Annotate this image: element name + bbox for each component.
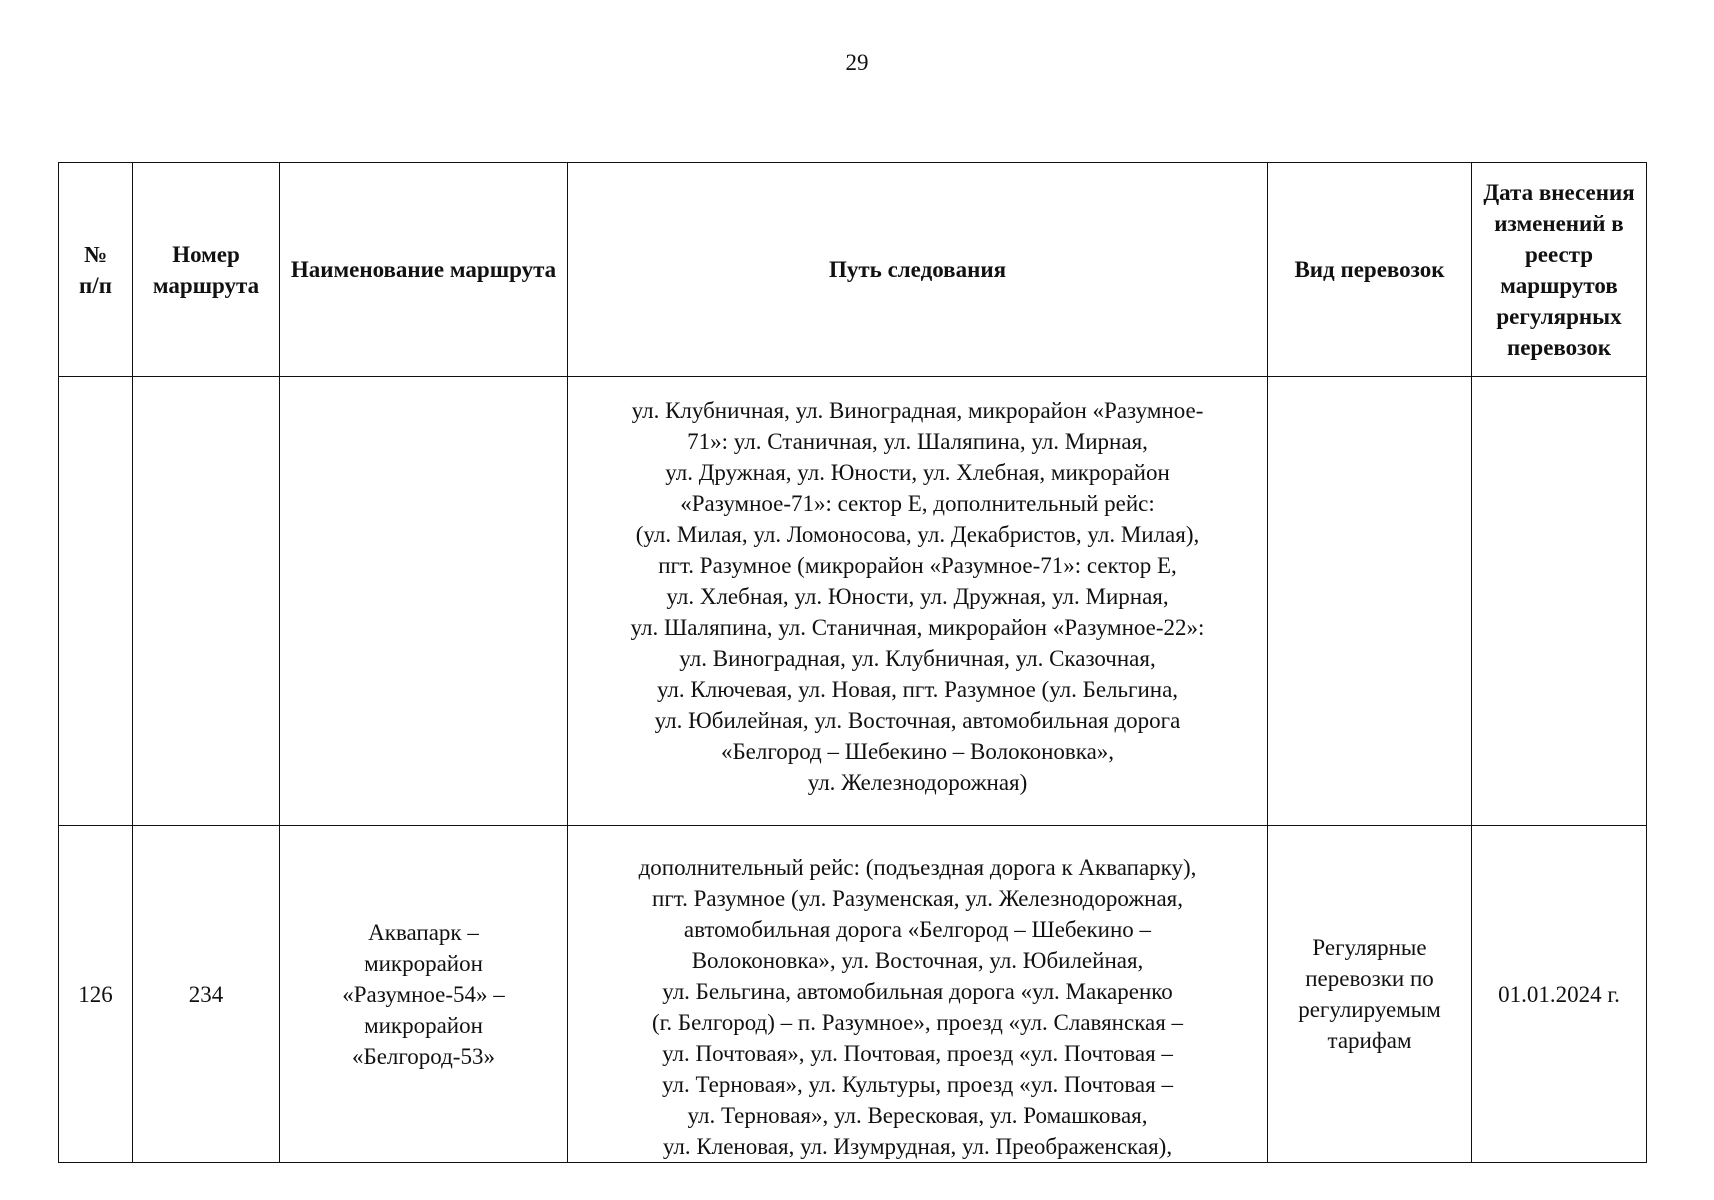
cell-change-date xyxy=(1472,377,1647,826)
route-path-text: дополнительный рейс: (подъездная дорога к Аквапарку), пгт. Разумное (ул. Разуменская, ул. Железнодорожная, автомобильная дорога «Белгород – Шебекино – Волоконовка», ул. Восточная, ул. Юбилейная, ул. Бельгина, автомобильная дорога «ул. Макаренко (г. Белгород) – п. Разумное», проезд «ул. Славянская – ул. Почтовая», ул. Почтовая, проезд «ул. Почтовая – ул. Терновая», ул. Культуры, проезд «ул. Почтовая – ул. Терновая», ул. Вересковая, ул. Ромашковая, ул. Кленовая, ул. Изумрудная, ул. Преображенская), xyxy=(638,855,1197,1159)
header-route-number: Номер маршрута xyxy=(133,163,280,377)
cell-route-number xyxy=(133,377,280,826)
cell-route-number: 234 xyxy=(133,826,280,1163)
cell-route-name xyxy=(280,826,568,1163)
cell-route-path xyxy=(568,826,1268,1163)
header-transport-type: Вид перевозок xyxy=(1268,163,1472,377)
page-number: 29 xyxy=(845,50,869,75)
route-path-text: ул. Клубничная, ул. Виноградная, микрорайон «Разумное- 71»: ул. Станичная, ул. Шаляпина, ул. Мирная, ул. Дружная, ул. Юности, ул. Хлебная, микрорайон «Разумное-71»: сектор Е, дополнительный рейс: (ул. Милая, ул. Ломоносова, ул. Декабристов, ул. Милая), пгт. Разумное (микрорайон «Разумное-71»: сектор Е, ул. Хлебная, ул. Юности, ул. Дружная, ул. Мирная, ул. Шаляпина, ул. Станичная, микрорайон «Разумное-22»: ул. Виноградная, ул. Клубничная, ул. Сказочная, ул. Ключевая, ул. Новая, пгт. Разумное (ул. Бельгина, ул. Юбилейная, ул. Восточная, автомобильная дорога «Белгород – Шебекино – Волоконовка», ул. Железнодорожная) xyxy=(630,398,1205,795)
cell-change-date: 01.01.2024 г. xyxy=(1472,826,1647,1163)
header-route-name: Наименование маршрута xyxy=(280,163,568,377)
cell-route-path xyxy=(568,377,1268,826)
table-row xyxy=(59,377,1647,826)
cell-transport-type xyxy=(1268,377,1472,826)
route-name-text: Аквапарк – микрорайон «Разумное-54» – микрорайон «Белгород-53» xyxy=(342,919,505,1069)
cell-route-name xyxy=(280,377,568,826)
cell-num xyxy=(59,377,133,826)
header-change-date: Дата внесения изменений в реестр маршрутов регулярных перевозок xyxy=(1472,163,1647,377)
cell-num: 126 xyxy=(59,826,133,1163)
routes-registry-table xyxy=(58,162,1647,1163)
header-route-path: Путь следования xyxy=(568,163,1268,377)
header-num: № п/п xyxy=(59,163,133,377)
table-header-row xyxy=(59,163,1647,377)
table-row xyxy=(59,826,1647,1163)
transport-type-text: Регулярные перевозки по регулируемым тарифам xyxy=(1298,935,1441,1053)
cell-transport-type xyxy=(1268,826,1472,1163)
